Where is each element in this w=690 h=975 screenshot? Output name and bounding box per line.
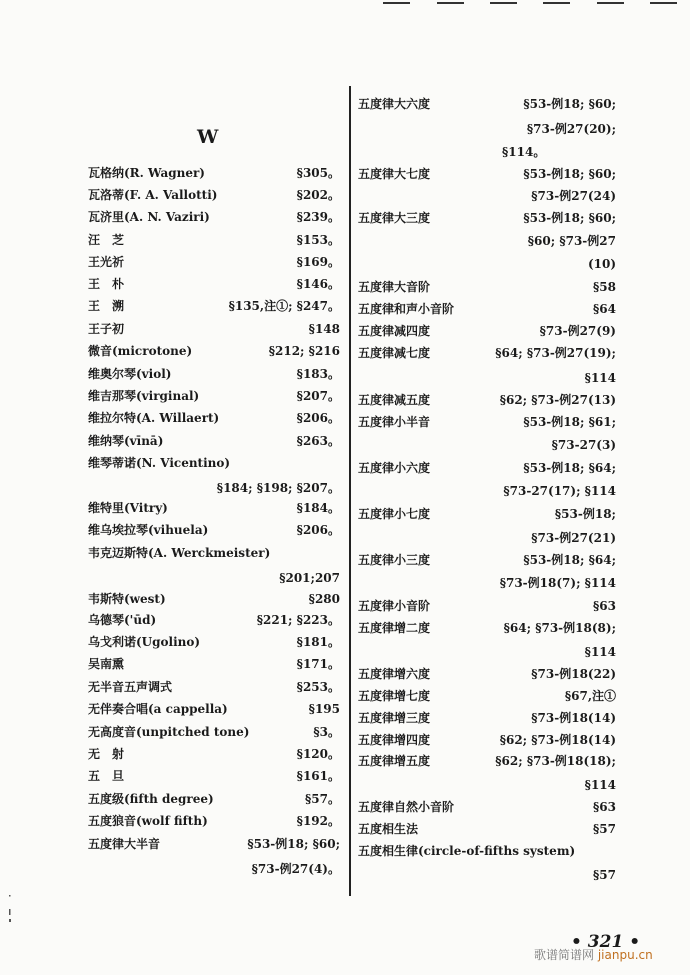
index-term: 五度律大七度 (358, 167, 431, 181)
index-entry (358, 96, 616, 112)
section-reference: §239。 (296, 210, 340, 224)
section-reference: §202。 (296, 188, 340, 202)
index-entry-continuation (358, 575, 616, 591)
section-reference: §73-27(17); §114 (503, 484, 616, 498)
section-reference: §64; §73-例27(19); (495, 346, 616, 360)
section-reference: §114 (584, 645, 616, 659)
index-entry (88, 768, 340, 784)
index-term: 五度律增六度 (358, 667, 431, 681)
section-reference: §67,注① (564, 689, 616, 703)
section-reference: §161。 (296, 769, 340, 783)
header-rule (383, 2, 410, 4)
index-entry-continuation (358, 370, 616, 386)
index-term: 五度律大半音 (88, 837, 161, 851)
index-entry (88, 500, 340, 516)
index-term: 维琴蒂诺(N. Vicentino) (88, 456, 231, 470)
index-entry-continuation (88, 861, 340, 877)
section-reference: §62; §73-例27(13) (499, 393, 616, 407)
index-entry (88, 545, 340, 561)
index-entry (358, 666, 616, 682)
index-term: 微音(microtone) (88, 344, 193, 358)
index-entry (88, 836, 340, 852)
header-rule (543, 2, 570, 4)
index-term: 五度相生律(circle-of-fifths system) (358, 844, 576, 858)
index-entry-continuation (358, 867, 616, 883)
page-number: • 321 • (571, 932, 641, 952)
index-entry (88, 276, 340, 292)
index-entry-continuation (358, 530, 616, 546)
section-reference: §120。 (296, 747, 340, 761)
section-reference: §53-例18; §60; (523, 211, 616, 225)
section-reference: §201;207 (279, 571, 340, 585)
header-rules (0, 0, 690, 12)
index-term: 五度律大三度 (358, 211, 431, 225)
index-entry (88, 410, 340, 426)
index-entry (358, 799, 616, 815)
index-term: 五度律增三度 (358, 711, 431, 725)
index-term: 王光祈 (88, 255, 125, 269)
section-reference: §253。 (296, 680, 340, 694)
section-reference: §62; §73-例18(18); (495, 754, 616, 768)
index-entry (88, 612, 340, 628)
index-term: 瓦格纳(R. Wagner) (88, 166, 205, 180)
index-entry-continuation (358, 437, 616, 453)
section-reference: §3。 (313, 725, 340, 739)
section-reference: §53-例18; §60; (247, 837, 340, 851)
index-entry (88, 232, 340, 248)
index-term: 五度律增七度 (358, 689, 431, 703)
index-entry (358, 460, 616, 476)
index-entry-continuation (358, 256, 616, 272)
index-term: 五度律减四度 (358, 324, 431, 338)
section-reference: §73-例18(22) (531, 667, 616, 681)
section-reference: §53-例18; §61; (523, 415, 616, 429)
section-reference: §221; §223。 (256, 613, 340, 627)
section-reference: §63 (593, 599, 616, 613)
index-term: 五度律小六度 (358, 461, 431, 475)
index-term: 维拉尔特(A. Willaert) (88, 411, 220, 425)
section-reference: §135,注①; §247。 (228, 299, 340, 313)
section-reference: §62; §73-例18(14) (499, 733, 616, 747)
section-reference: §63 (593, 800, 616, 814)
section-reference: §114。 (502, 145, 546, 159)
index-term: 乌戈利诺(Ugolino) (88, 635, 201, 649)
index-term: 五度律和声小音阶 (358, 302, 455, 316)
index-entry (358, 301, 616, 317)
index-entry (358, 552, 616, 568)
index-term: 五度律自然小音阶 (358, 800, 455, 814)
index-entry (358, 821, 616, 837)
index-entry (358, 414, 616, 430)
index-entry (88, 656, 340, 672)
index-entry (358, 688, 616, 704)
index-entry (88, 187, 340, 203)
section-reference: (10) (587, 257, 616, 271)
section-reference: §53-例18; §60; (523, 167, 616, 181)
watermark (534, 946, 653, 963)
index-term: 维吉那琴(virginal) (88, 389, 200, 403)
header-rule (650, 2, 677, 4)
section-reference: §195 (308, 702, 340, 716)
section-reference: §73-27(3) (551, 438, 616, 452)
section-reference: §64; §73-例18(8); (503, 621, 616, 635)
section-reference: §148 (308, 322, 340, 336)
index-entry (88, 591, 340, 607)
section-reference: §73-例18(14) (531, 711, 616, 725)
section-letter-heading: W (197, 126, 220, 148)
section-reference: §53-例18; §64; (523, 553, 616, 567)
section-reference: §206。 (296, 411, 340, 425)
index-term: 五度律减五度 (358, 393, 431, 407)
index-entry (88, 634, 340, 650)
index-term: 五 旦 (88, 769, 125, 783)
section-reference: §212; §216 (268, 344, 340, 358)
index-entry (88, 433, 340, 449)
section-reference: §169。 (296, 255, 340, 269)
section-reference: §114 (584, 778, 616, 792)
index-term: 五度律小三度 (358, 553, 431, 567)
section-reference: §53-例18; §60; (523, 97, 616, 111)
index-term: 瓦洛蒂(F. A. Vallotti) (88, 188, 218, 202)
index-term: 韦斯特(west) (88, 592, 166, 606)
section-reference: §146。 (296, 277, 340, 291)
index-term: 维特里(Vitry) (88, 501, 168, 515)
index-term: 王 溯 (88, 299, 125, 313)
section-reference: §263。 (296, 434, 340, 448)
index-term: 五度律小半音 (358, 415, 431, 429)
index-entry (88, 254, 340, 270)
index-entry (88, 343, 340, 359)
header-rule (490, 2, 517, 4)
index-entry (88, 679, 340, 695)
index-entry (358, 753, 616, 769)
index-entry (358, 620, 616, 636)
index-entry (88, 321, 340, 337)
index-entry (358, 598, 616, 614)
index-entry-continuation (358, 483, 616, 499)
column-divider (349, 86, 351, 896)
index-term: 维乌埃拉琴(vihuela) (88, 523, 209, 537)
index-entry (88, 791, 340, 807)
index-term: 乌德琴('ūd) (88, 613, 157, 627)
index-entry (88, 298, 340, 314)
index-term: 无伴奏合唱(a cappella) (88, 702, 228, 716)
index-entry (358, 732, 616, 748)
index-entry-continuation (358, 644, 616, 660)
index-entry (358, 323, 616, 339)
section-reference: §184; §198; §207。 (216, 481, 340, 495)
index-entry-continuation (358, 233, 616, 249)
section-reference: §206。 (296, 523, 340, 537)
section-reference: §280 (308, 592, 340, 606)
section-reference: §183。 (296, 367, 340, 381)
index-term: 维纳琴(vīnā) (88, 434, 164, 448)
section-reference: §57。 (305, 792, 340, 806)
section-reference: §114 (584, 371, 616, 385)
index-entry (88, 388, 340, 404)
index-entry-continuation (88, 570, 340, 586)
section-reference: §73-例27(24) (531, 189, 616, 203)
index-entry (88, 724, 340, 740)
index-entry (358, 710, 616, 726)
index-term: 五度律增二度 (358, 621, 431, 635)
index-term: 王 朴 (88, 277, 125, 291)
section-reference: §57 (593, 822, 616, 836)
index-entry (358, 392, 616, 408)
section-reference: §184。 (296, 501, 340, 515)
index-term: 无高度音(unpitched tone) (88, 725, 250, 739)
section-reference: §207。 (296, 389, 340, 403)
section-reference: §60; §73-例27 (527, 234, 616, 248)
index-term: 五度相生法 (358, 822, 419, 836)
index-term: 五度律小音阶 (358, 599, 431, 613)
index-term: 无半音五声调式 (88, 680, 173, 694)
index-entry-continuation (358, 121, 616, 137)
section-reference: §73-例27(4)。 (251, 862, 340, 876)
index-entry (88, 813, 340, 829)
section-reference: §73-例27(20); (526, 122, 616, 136)
index-term: 五度律大六度 (358, 97, 431, 111)
scan-artifact-mark (8, 895, 12, 935)
section-reference: §171。 (296, 657, 340, 671)
section-reference: §53-例18; (554, 507, 616, 521)
index-entry (358, 345, 616, 361)
watermark-site-name: 歌谱简谱网 (534, 948, 595, 962)
index-term: 汪 芝 (88, 233, 125, 247)
index-entry (88, 366, 340, 382)
header-rule (437, 2, 464, 4)
index-entry (358, 506, 616, 522)
index-term: 五度律增五度 (358, 754, 431, 768)
watermark-url: jianpu.cn (597, 948, 653, 962)
section-reference: §73-例18(7); §114 (499, 576, 616, 590)
section-reference: §305。 (296, 166, 340, 180)
index-term: 五度律增四度 (358, 733, 431, 747)
index-term: 维奥尔琴(viol) (88, 367, 172, 381)
index-entry-continuation (88, 480, 340, 496)
section-reference: §58 (593, 280, 616, 294)
index-entry-continuation (358, 188, 616, 204)
index-term: 吴南熏 (88, 657, 125, 671)
section-reference: §73-例27(9) (539, 324, 616, 338)
section-reference: §192。 (296, 814, 340, 828)
index-term: 王子初 (88, 322, 125, 336)
index-term: 五度律减七度 (358, 346, 431, 360)
index-entry (88, 209, 340, 225)
section-reference: §64 (593, 302, 616, 316)
index-entry (358, 843, 616, 859)
index-entry-continuation (358, 777, 616, 793)
index-entry (88, 165, 340, 181)
index-entry (88, 701, 340, 717)
index-entry (358, 166, 616, 182)
section-reference: §153。 (296, 233, 340, 247)
header-rule (597, 2, 624, 4)
index-entry (88, 746, 340, 762)
index-term: 五度狼音(wolf fifth) (88, 814, 208, 828)
index-term: 瓦济里(A. N. Vaziri) (88, 210, 210, 224)
index-term: 五度律大音阶 (358, 280, 431, 294)
index-term: 五度律小七度 (358, 507, 431, 521)
section-reference: §73-例27(21) (531, 531, 616, 545)
section-reference: §53-例18; §64; (523, 461, 616, 475)
index-entry (358, 279, 616, 295)
section-reference: §57 (593, 868, 616, 882)
index-entry (88, 455, 340, 471)
index-entry-continuation (358, 144, 616, 160)
index-entry (88, 522, 340, 538)
section-reference: §181。 (296, 635, 340, 649)
index-entry (358, 210, 616, 226)
index-term: 韦克迈斯特(A. Werckmeister) (88, 546, 271, 560)
index-term: 五度级(fifth degree) (88, 792, 214, 806)
index-term: 无 射 (88, 747, 125, 761)
